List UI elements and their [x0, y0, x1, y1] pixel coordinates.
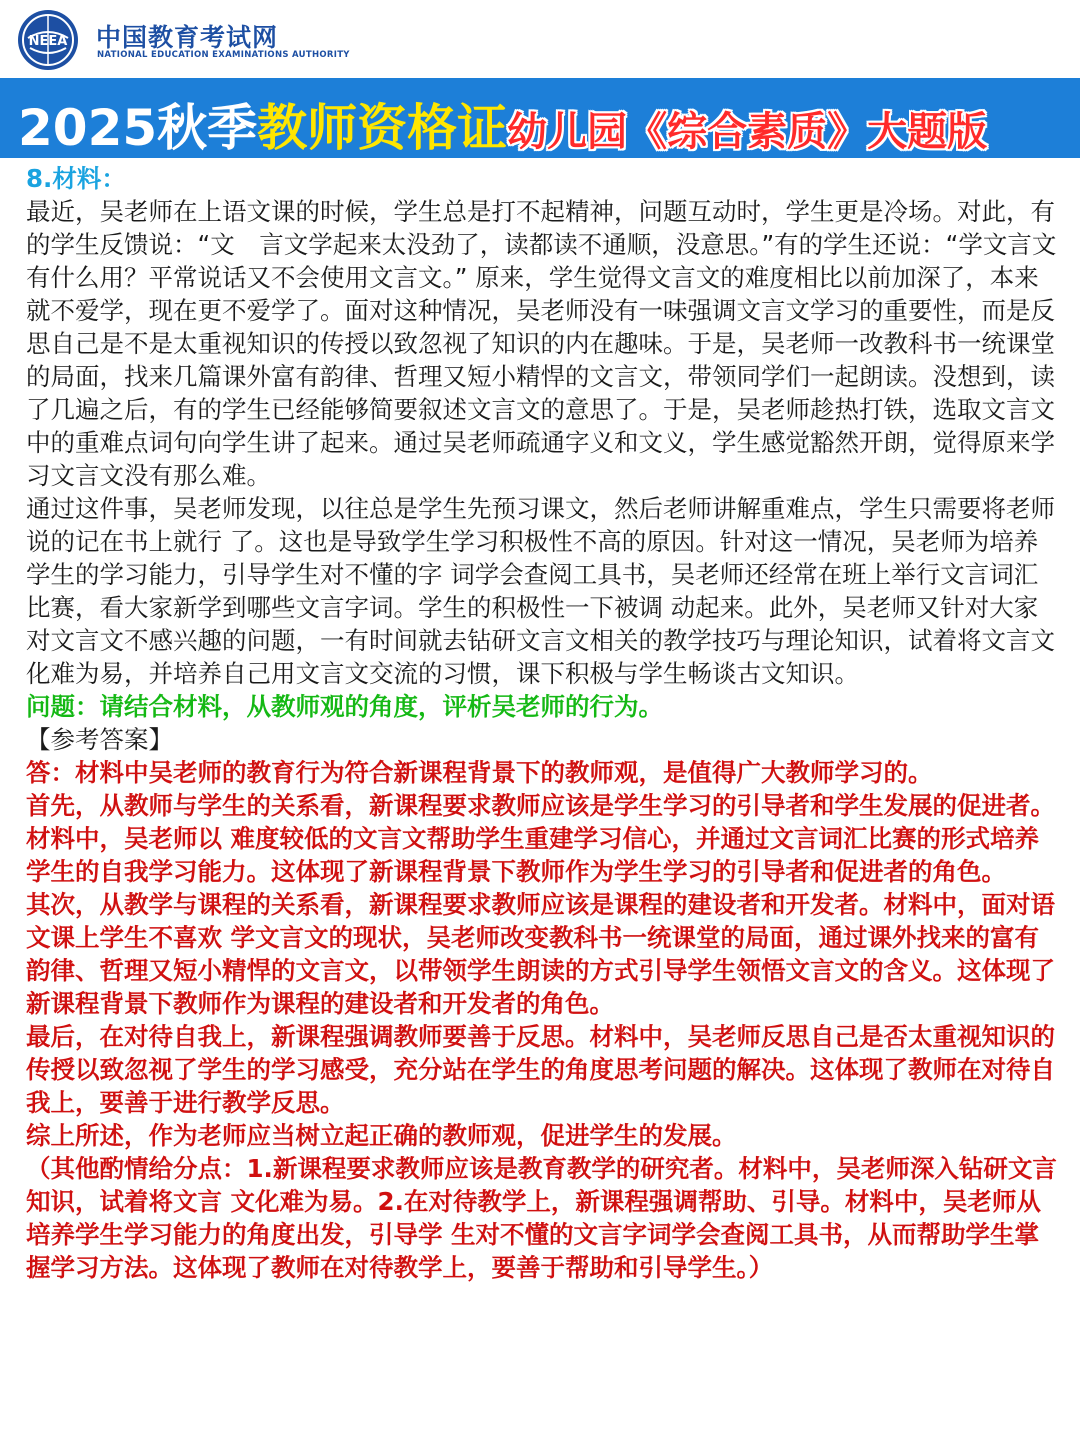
answer-paragraph-5: 综上所述，作为老师应当树立起正确的教师观，促进学生的发展。 — [26, 1121, 737, 1150]
banner-subtitle: 幼儿园《综合素质》大题版 — [507, 109, 988, 155]
answer-paragraph-2: 首先，从教师与学生的关系看，新课程要求教师应该是学生学习的引导者和学生发展的促进者。材料中，吴老师以 难度较低的文言文帮助学生重建学习信心，并通过文言词汇比赛的形式培养学生的自我学习能力。这体现了新课程背景下教师作为学生学习的引导者和促进者的角色。 — [26, 791, 1055, 886]
question-text: 问题：请结合材料，从教师观的角度，评析吴老师的行为。 — [26, 692, 663, 721]
header — [0, 0, 1080, 78]
org-name-cn: 中国教育考试网 — [96, 23, 279, 52]
org-name-en: NATIONAL EDUCATION EXAMINATIONS AUTHORITY — [97, 50, 350, 60]
material-paragraph-1: 最近，吴老师在上语文课的时候，学生总是打不起精神，问题互动时，学生更是冷场。对此，有的学生反馈说：“文 言文学起来太没劲了，读都读不通顺，没意思。”有的学生还说：“学文言文有什么用？平常说话又不会使用文言文。” 原来，学生觉得文言文的难度相比以前加深了，本来就不爱学，现在更不爱学了。面对这种情况，吴老师没有一味强调文言文学习的重要性，而是反思自己是不是太重视知识的传授以致忽视了知识的内在趣味。于是，吴老师一改教科书一统课堂的局面，找来几篇课外富有韵律、哲理又短小精悍的文言文，带领同学们一起朗读。没想到，读了几遍之后，有的学生已经能够简要叙述文言文的意思了。于是，吴老师趁热打铁，选取文言文中的重难点词句向学生讲了起来。通过吴老师疏通字义和文义，学生感觉豁然开朗，觉得原来学习文言文没有那么难。 — [26, 197, 1057, 490]
banner-title-row — [18, 88, 987, 158]
neea-logo-icon — [16, 8, 80, 72]
logo-text: NEEA — [28, 34, 68, 49]
answer-paragraph-1: 答：材料中吴老师的教育行为符合新课程背景下的教师观，是值得广大教师学习的。 — [26, 758, 933, 787]
banner-main-title: 教师资格证 — [257, 99, 508, 157]
answer-paragraph-6: （其他酌情给分点：1.新课程要求教师应该是教育教学的研究者。材料中，吴老师深入钻研文言知识，试着将文言 文化难为易。2.在对待教学上，新课程强调帮助、引导。材料中，吴老师从培养学生学习能力的角度出发，引导学 生对不懂的文言字词学会查阅工具书，从而帮助学生掌握学习方法。这体现了教师在对待教学上，要善于帮助和引导学生。） — [26, 1154, 1057, 1282]
answer-paragraph-4: 最后，在对待自我上，新课程强调教师要善于反思。材料中，吴老师反思自己是否太重视知识的传授以致忽视了学生的学习感受，充分站在学生的角度思考问题的解决。这体现了教师在对待自我上，要善于进行教学反思。 — [26, 1022, 1055, 1117]
material-paragraph-2: 通过这件事，吴老师发现，以往总是学生先预习课文，然后老师讲解重难点，学生只需要将老师说的记在书上就行 了。这也是导致学生学习积极性不高的原因。针对这一情况，吴老师为培养学生的学习能力，引导学生对不懂的字 词学会查阅工具书，吴老师还经常在班上举行文言词汇比赛，看大家新学到哪些文言字词。学生的积极性一下被调 动起来。此外，吴老师又针对大家对文言文不感兴趣的问题，一有时间就去钻研文言文相关的教学技巧与理论知识，试着将文言文化难为易，并培养自己用文言文交流的习惯，课下积极与学生畅谈古文知识。 — [26, 494, 1055, 688]
banner-year-season: 2025秋季 — [18, 99, 258, 157]
title-banner — [0, 78, 1080, 158]
answer-paragraph-3: 其次，从教学与课程的关系看，新课程要求教师应该是课程的建设者和开发者。材料中，面对语文课上学生不喜欢 学文言文的现状，吴老师改变教科书一统课堂的局面，通过课外找来的富有韵律、哲理又短小精悍的文言文，以带领学生朗读的方式引导学生领悟文言文的含义。这体现了新课程背景下教师作为课程的建设者和开发者的角色。 — [26, 890, 1055, 1018]
material-title: 8.材料： — [26, 164, 126, 193]
document-body — [26, 162, 1062, 1284]
reference-answer-label: 【参考答案】 — [26, 725, 173, 754]
